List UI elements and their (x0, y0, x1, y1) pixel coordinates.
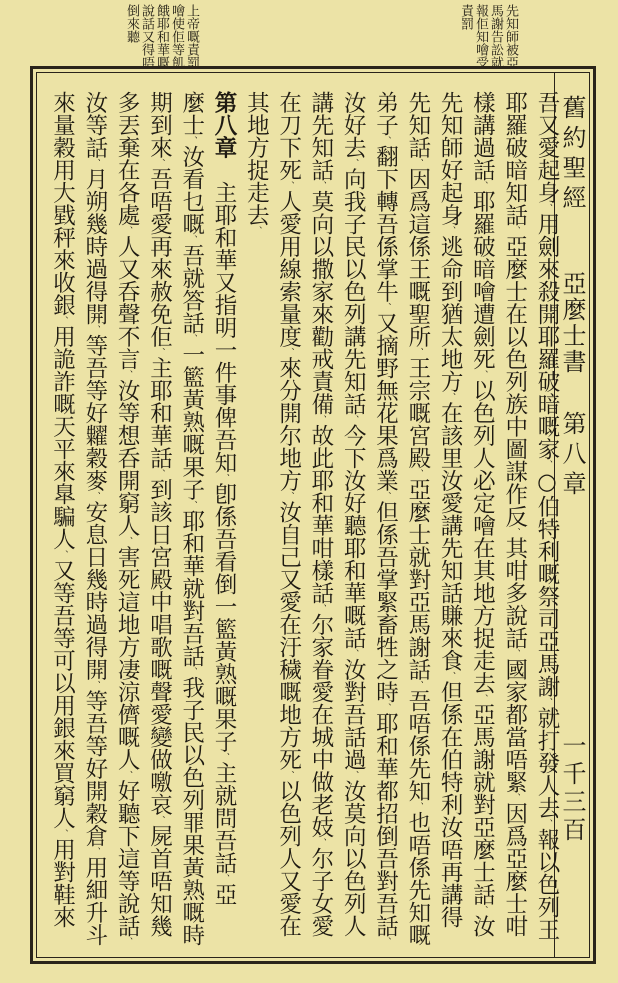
text-column: 來量穀用大戥秤來收銀、用詭詐嘅天平來臯騙人、又等吾等可以用銀來買窮人、用對鞋來 (49, 91, 76, 928)
text-column: 吾又愛起身、用劍來殺開耶羅破暗嘅家、○伯特利嘅祭司亞馬謝、就打發人去、報以色列王 (534, 91, 560, 941)
chapter-heading-column: 第八章 主耶和華又指明一件事俾吾知、卽係吾看倒一籃黃熟嘅果子、主就問吾話、亞 (211, 91, 238, 906)
text-column: 汝好去、向我子民以色列講先知話、今下汝好聽耶和華嘅話、汝對吾話過、汝莫向以色列人 (340, 91, 367, 937)
book-collection-title: 舊約聖經 (558, 95, 586, 215)
page-number: 一千三百 (558, 733, 586, 845)
text-column: 期到來、吾唔愛再來赦免佢、主耶和華話、到該日宮殿中唱歌嘅聲愛變做噭哀、屍首唔知幾 (146, 91, 173, 937)
text-column: 汝等話、月朔幾時過得開、等吾等好糶穀麥、安息日幾時過得開、等吾等好開穀倉、用細升斗 (81, 91, 108, 946)
text-column: 先知師好起身、逃命到猶太地方、在該里汝愛講先知話賺來食、但係在伯特利汝唔再講得 (437, 91, 464, 928)
text-column: 在刀下死、人愛用線索量度、來分開尔地方、汝自己又愛在汙穢嘅地方死、以色列人又愛在 (275, 91, 302, 937)
text-column: 其地方捉走去、 (243, 91, 270, 235)
chapter-title: 第八章 (558, 411, 586, 501)
page-inner-border (36, 72, 590, 958)
text-column: 弟子、翻下轉吾係掌牛、又摘野無花果爲業、但係吾掌緊畜牲之時、耶和華都招倒吾對吾話、 (372, 91, 399, 946)
text-column: 先知話、因爲這係王嘅聖所、王宗嘅宮殿、亞麼士就對亞馬謝話、吾唔係先知、也唔係先知嘅 (404, 91, 431, 946)
text-column: 耶羅破暗知話、亞麼士在以色列族中圖謀作反、其咁多說話、國家都當唔緊、因爲亞麼士咁 (501, 91, 528, 937)
text-column: 多丟棄在各處、人又呑聲不言、汝等想呑開窮人、害死這地方凄涼儕嘅人、好聽下這等說話、 (114, 91, 141, 946)
text-body (45, 91, 563, 951)
chapter-heading: 第八章 (211, 91, 238, 159)
text-column: 麼士、汝看乜嘅、吾就答話、一籃黃熟嘅果子、耶和華就對吾話、我子民以色列罪果黃熟嘅時 (178, 91, 205, 946)
text-column: 講先知話、莫向以撒家來勸戒責備、故此耶和華咁樣話、尔家眷愛在城中做老妓、尔子女愛 (307, 91, 334, 937)
book-title: 亞麼士書 (558, 271, 586, 375)
headnote-left: 上帝嘅責罰噲使佢等飢餓耶和華嘅說話又得唔倒來聽 (124, 4, 199, 69)
page-frame (30, 66, 596, 964)
headnote-right: 先知師被亞馬謝告訟就報佢知噲受責罰 (458, 4, 518, 69)
text-column: 樣講過話、耶羅破暗噲遭劍死、以色列人必定噲在其地方捉走去、亞馬謝就對亞麼士話、汝 (469, 91, 496, 937)
